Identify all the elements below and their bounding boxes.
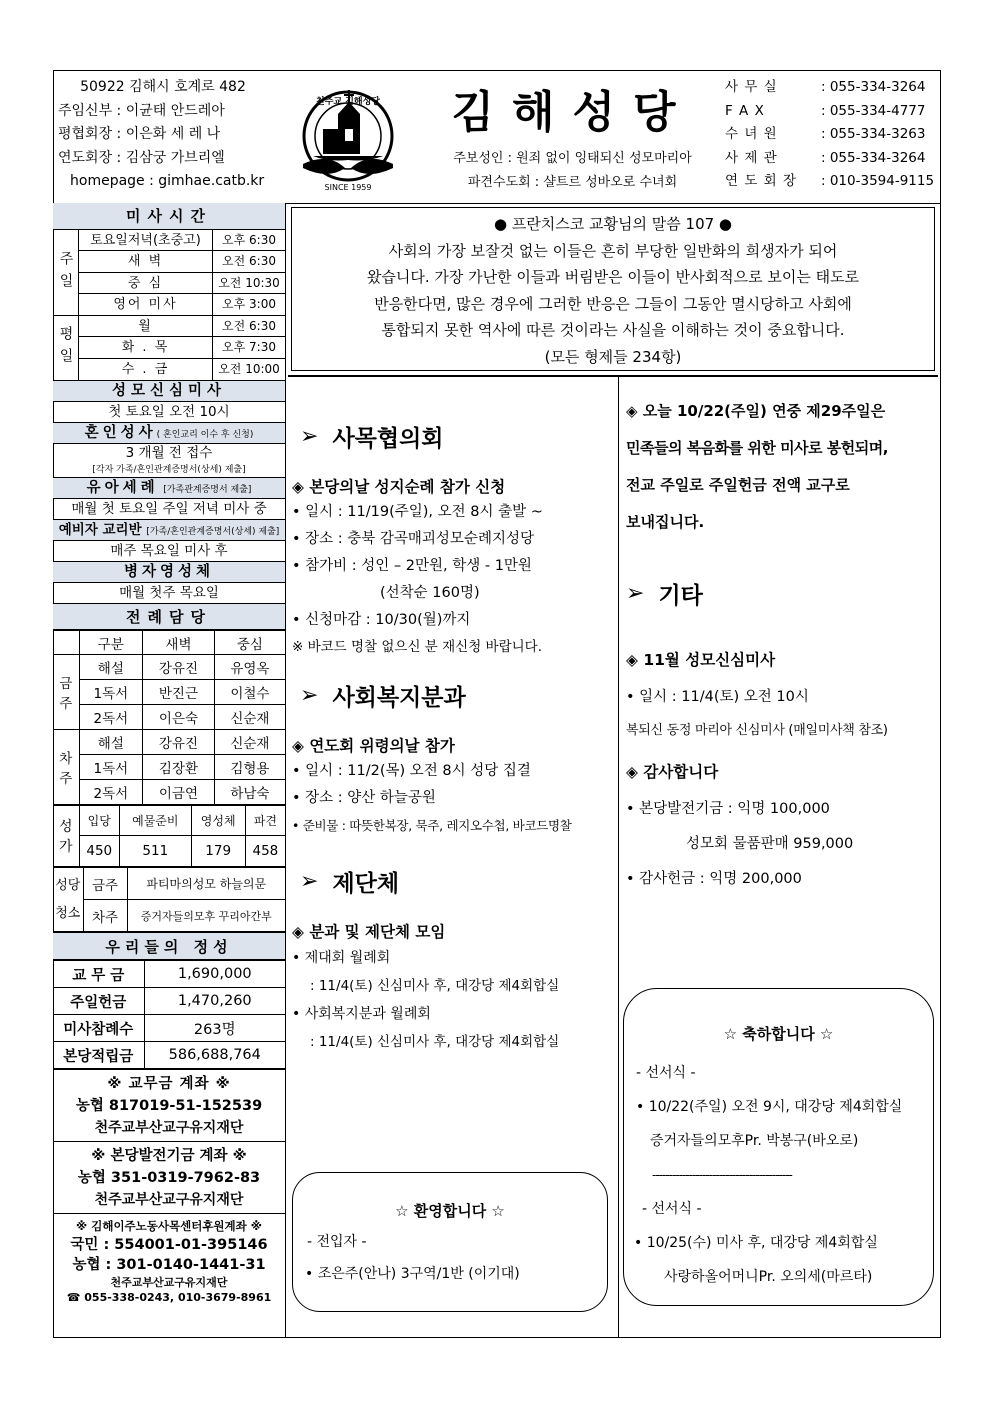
arrow-icon: ➢ — [626, 581, 645, 606]
mass-row: 화 . 목 오후 7:30 — [79, 337, 285, 358]
memorial-subheading: ◈ 연도회 위령의날 참가 — [292, 737, 455, 755]
virgin-mass-details: • 일시 : 11/4(토) 오전 10시 복되신 동정 마리아 신심미사 (매일미사책 참조) — [626, 689, 888, 738]
contact-row: 사 제 관 : 055-334-3264 — [725, 149, 926, 166]
virgin-mass-heading: 성모신심미사 — [53, 381, 285, 402]
mass-row: 월 오전 6:30 — [79, 316, 285, 337]
section-pastoral-council: ➢ 사목협의회 — [300, 424, 444, 452]
patron-saint: 주보성인 : 원죄 없이 잉태되신 성모마리아 — [453, 151, 692, 166]
pope-quote-box — [291, 207, 935, 371]
sick-communion-text: 매월 첫주 목요일 — [53, 583, 285, 604]
account-2: ※ 본당발전기금 계좌 ※ 농협 351-0319-7962-83 천주교부산교구유지재단 — [53, 1141, 285, 1213]
church-logo — [283, 84, 413, 194]
section-social-welfare: ➢ 사회복지분과 — [300, 683, 466, 711]
contact-row: 사 무 실 : 055-334-3264 — [725, 79, 926, 95]
this-week-label: 금주 — [53, 655, 79, 730]
section-organizations: ➢ 제단체 — [300, 869, 400, 897]
middle-right-divider — [618, 377, 619, 1338]
infant-baptism-heading: 유아세례 [가족관계증명서 제출] — [53, 478, 285, 499]
account-3: ※ 김해이주노동사목센터후원계좌 ※ 국민 : 554001-01-395146 농협 : 301-0140-1441-31 천주교부산교구유지재단 ☎ 055-338-0243, 010-3679-8961 — [53, 1213, 285, 1306]
marriage-sub: [각자 가족/혼인관계증명서(상세) 제출] — [92, 465, 246, 476]
congratulations-box — [623, 988, 934, 1306]
catechumen-text: 매주 목요일 미사 후 — [53, 541, 285, 562]
memorial-details: • 일시 : 11/2(목) 오전 8시 성당 집결 • 장소 : 양산 하늘공원 • 준비물 : 따뜻한복장, 묵주, 레지오수첩, 바코드명찰 — [292, 763, 572, 833]
contact-row: 수 녀 원 : 055-334-3263 — [725, 126, 926, 142]
offering-table: 교 무 금 1,690,000 주일헌금 1,470,260 미사참례수 263명 본당적립금 586,688,764 — [53, 960, 285, 1069]
religious-order: 파견수도회 : 샬트르 성바오로 수녀회 — [467, 175, 678, 190]
right-column — [626, 393, 938, 897]
sunday-mass — [53, 230, 285, 316]
marriage-text: 3 개월 전 접수 — [125, 445, 213, 462]
sick-communion-heading: 병자영성체 — [53, 562, 285, 583]
meetings-subheading: ◈ 분과 및 제단체 모임 — [292, 923, 446, 941]
meetings-details: • 제대회 월례회 : 11/4(토) 신심미사 후, 대강당 제4회합실 • 사회복지분과 월례회 : 11/4(토) 신심미사 후, 대강당 제4회합실 — [292, 950, 560, 1050]
pastor: 주임신부 : 이균태 안드레아 — [58, 102, 225, 119]
liturgy-heading: 전례담당 — [53, 604, 285, 630]
mass-row: 중 심 오전 10:30 — [79, 273, 285, 294]
patron-info — [430, 147, 715, 195]
middle-column — [292, 420, 614, 1056]
parish-title: 김해성당 — [451, 87, 694, 138]
liturgy-table: 구분 새벽 중심 금주 해설 강유진 유영옥 1독서 반진근 이철수 2독서 이은숙 신순재 차주 해설 강유진 신순재 1독서 김장환 김형용 2독서 이금연 하남숙 — [53, 630, 285, 805]
catechumen-heading: 예비자 교리반 [가족/혼인관계증명서(상세) 제출] — [53, 520, 285, 541]
cleaning-label: 성당청소 — [53, 868, 83, 932]
sunday-label: 주일 — [53, 230, 79, 315]
marriage-block — [53, 444, 285, 478]
quote-line: 왔습니다. 가장 가난한 이들과 버림받은 이들이 반사회적으로 보이는 태도로 — [366, 268, 860, 286]
virgin-mass-subheading: ◈ 11월 성모신심미사 — [626, 651, 776, 669]
logo-text: 천주교 김해성당 — [316, 97, 380, 107]
section-etc: ➢ 기타 — [626, 581, 703, 609]
account-1: ※ 교무금 계좌 ※ 농협 817019-51-152539 천주교부산교구유지재단 — [53, 1069, 285, 1141]
weekday-mass — [53, 316, 285, 381]
mass-heading: 미사시간 — [53, 203, 285, 230]
congrats-title: ☆ 축하합니다 ☆ — [723, 1025, 834, 1043]
mass-row: 새 벽 오전 6:30 — [79, 251, 285, 272]
congrats-list: - 선서식 - • 10/22(주일) 오전 9시, 대강당 제4회합실 증거자들의모후Pr. 박봉구(바오로) ------------------------------------------ - 선서식 - • 10/25(수) 미사 후, 대강당 제4회합실 사랑하올어머니Pr. 오의세(마르타) — [634, 1065, 903, 1285]
offering-heading: 우리들의 정성 — [53, 932, 285, 960]
quote-line: 사회의 가장 보잘것 없는 이들은 흔히 부당한 일반화의 희생자가 되어 — [388, 241, 838, 260]
next-week-label: 차주 — [53, 730, 79, 805]
youth-head: 연도회장 : 김삼궁 가브리엘 — [58, 149, 225, 166]
quote-line: 통합되지 못한 역사에 따른 것이라는 사실을 이해하는 것이 중요합니다. — [381, 321, 845, 339]
virgin-mass-text: 첫 토요일 오전 10시 — [53, 402, 285, 423]
quote-line: 반응한다면, 많은 경우에 그러한 반응은 그들이 그동안 멸시당하고 사회에 — [374, 294, 852, 313]
contact-row: F A X : 055-334-4777 — [725, 102, 926, 119]
pilgrimage-subheading: ◈ 본당의날 성지순례 참가 신청 — [292, 478, 506, 496]
notices-box — [53, 381, 285, 604]
thanks-subheading: ◈ 감사합니다 — [626, 763, 719, 781]
quote-divider — [288, 375, 938, 377]
hymn-table: 성가 입당 예물준비 영성체 파견 450 511 179 458 — [53, 805, 285, 867]
welcome-item: • 조은주(안나) 3구역/1반 (이기대) — [305, 1266, 520, 1282]
thanks-details: • 본당발전기금 : 익명 100,000 성모회 물품판매 959,000 • 감사헌금 : 익명 200,000 — [626, 801, 854, 887]
weekday-label: 평일 — [53, 316, 79, 380]
cleaning-table: 성당청소 금주 파티마의성모 하늘의문 차주 증거자들의모후 꾸리아간부 — [53, 867, 285, 932]
arrow-icon: ➢ — [300, 869, 319, 894]
homepage[interactable]: homepage : gimhae.catb.kr — [70, 173, 265, 189]
welcome-box — [292, 1172, 608, 1312]
arrow-icon: ➢ — [300, 683, 319, 708]
quote-source: (모든 형제들 234항) — [544, 347, 682, 366]
mass-row: 토요일저녁(초중고) 오후 6:30 — [79, 230, 285, 251]
header-info — [58, 76, 268, 194]
mass-row: 영어 미사 오후 3:00 — [79, 294, 285, 315]
pilgrimage-details: • 일시 : 11/19(주일), 오전 8시 출발 ~ • 장소 : 충북 감곡매괴성모순례지성당 • 참가비 : 성인 – 2만원, 학생 - 1만원 (선착순 160명) • 신청마감 : 10/30(월)까지 ※ 바코드 명찰 없으신 분 재신청 바랍니다. — [292, 504, 543, 655]
mass-row: 수 . 금 오전 10:00 — [79, 359, 285, 380]
column-divider — [285, 203, 286, 1338]
welcome-title: ☆ 환영합니다 ☆ — [395, 1202, 505, 1220]
welcome-item: - 전입자 - — [307, 1234, 367, 1250]
logo-year: SINCE 1959 — [324, 183, 372, 192]
mission-sunday-notice: ◈ 오늘 10/22(주일) 연중 제29주일은 민족들의 복음화를 위한 미사로 봉헌되며, 전교 주일로 주일헌금 전액 교구로 보내집니다. — [626, 402, 888, 531]
council-head: 평협회장 : 이은화 세 레 나 — [58, 126, 221, 142]
hymn-label: 성가 — [53, 806, 79, 867]
quote-title: ● 프란치스코 교황님의 말씀 107 ● — [493, 215, 733, 233]
infant-baptism-text: 매월 첫 토요일 주일 저녁 미사 중 — [53, 499, 285, 520]
contacts — [725, 76, 940, 194]
left-sidebar — [53, 203, 285, 1306]
marriage-heading: 혼인성사( 혼인교리 이수 후 신청) — [53, 423, 285, 444]
contact-row: 연 도 회 장 : 010-3594-9115 — [725, 173, 935, 189]
address: 50922 김해시 호계로 482 — [80, 79, 246, 95]
arrow-icon: ➢ — [300, 424, 319, 449]
